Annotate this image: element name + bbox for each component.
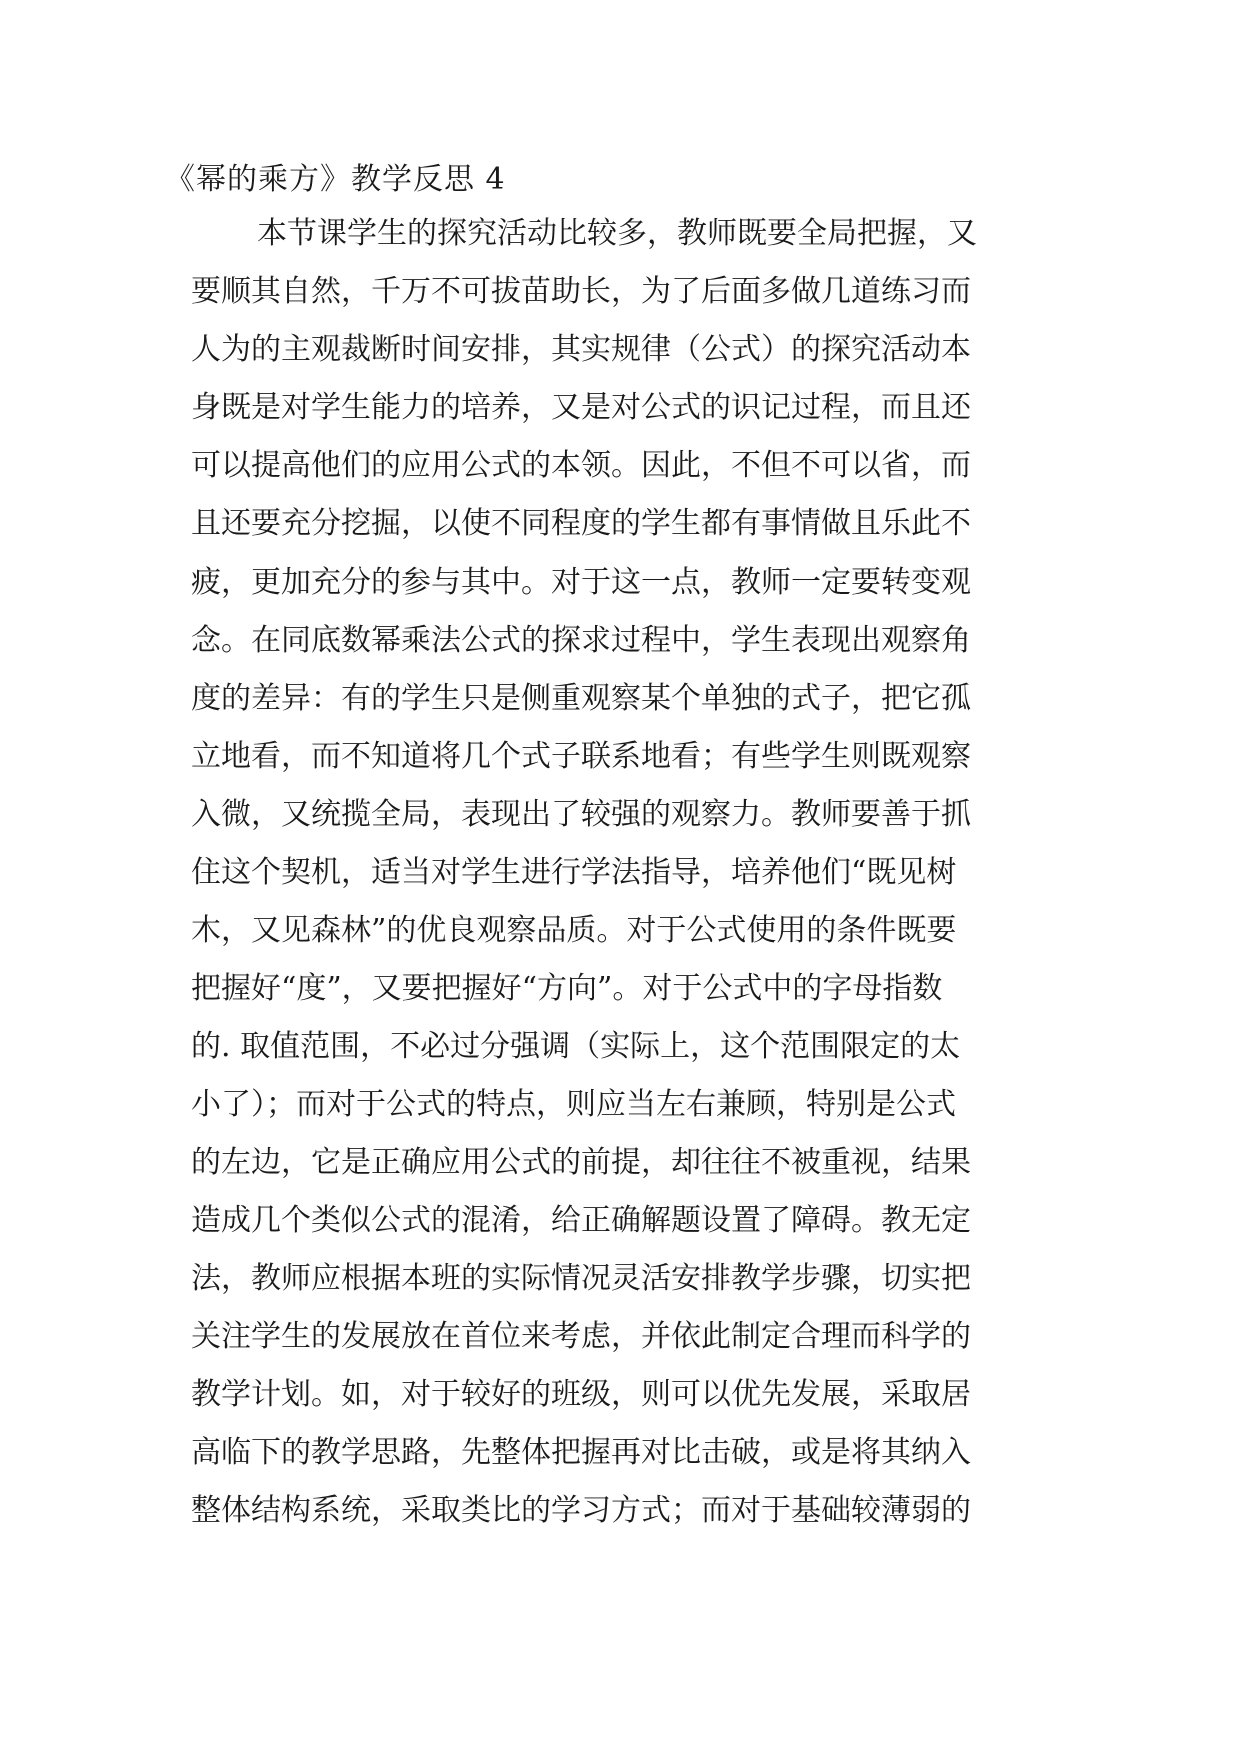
paragraph-line: 小了）；而对于公式的特点，则应当左右兼顾，特别是公式 [191,1087,956,1122]
document-title: 《幂的乘方》教学反思 4 [165,162,506,197]
paragraph-line: 疲，更加充分的参与其中。对于这一点，教师一定要转变观 [191,565,971,600]
paragraph-line: 教学计划。如，对于较好的班级，则可以优先发展，采取居 [191,1377,971,1412]
paragraph-line: 把握好“度”，又要把握好“方向”。对于公式中的字母指数 [191,971,943,1006]
paragraph-line: 身既是对学生能力的培养，又是对公式的识记过程，而且还 [191,390,971,425]
paragraph-line: 本节课学生的探究活动比较多，教师既要全局把握，又 [257,216,977,251]
paragraph-line: 关注学生的发展放在首位来考虑，并依此制定合理而科学的 [191,1319,971,1354]
paragraph-line: 造成几个类似公式的混淆，给正确解题设置了障碍。教无定 [191,1203,971,1238]
paragraph-line: 高临下的教学思路，先整体把握再对比击破，或是将其纳入 [191,1435,971,1470]
paragraph-line: 整体结构系统，采取类比的学习方式；而对于基础较薄弱的 [191,1493,971,1528]
paragraph-line: 木，又见森林”的优良观察品质。对于公式使用的条件既要 [191,913,957,948]
paragraph-line: 入微，又统揽全局，表现出了较强的观察力。教师要善于抓 [191,797,971,832]
paragraph-line: 的左边，它是正确应用公式的前提，却往往不被重视，结果 [191,1145,971,1180]
paragraph-line: 度的差异：有的学生只是侧重观察某个单独的式子，把它孤 [191,681,971,716]
paragraph-line: 可以提高他们的应用公式的本领。因此，不但不可以省，而 [191,448,971,483]
paragraph-line: 的. 取值范围，不必过分强调（实际上，这个范围限定的太 [191,1029,961,1064]
paragraph-line: 念。在同底数幂乘法公式的探求过程中，学生表现出观察角 [191,623,971,658]
paragraph-line: 要顺其自然，千万不可拔苗助长，为了后面多做几道练习而 [191,274,971,309]
paragraph-line: 住这个契机，适当对学生进行学法指导，培养他们“既见树 [191,855,957,890]
paragraph-line: 立地看，而不知道将几个式子联系地看；有些学生则既观察 [191,739,971,774]
paragraph-line: 且还要充分挖掘，以使不同程度的学生都有事情做且乐此不 [191,506,971,541]
paragraph-line: 人为的主观裁断时间安排，其实规律（公式）的探究活动本 [191,332,971,367]
paragraph-line: 法，教师应根据本班的实际情况灵活安排教学步骤，切实把 [191,1261,971,1296]
